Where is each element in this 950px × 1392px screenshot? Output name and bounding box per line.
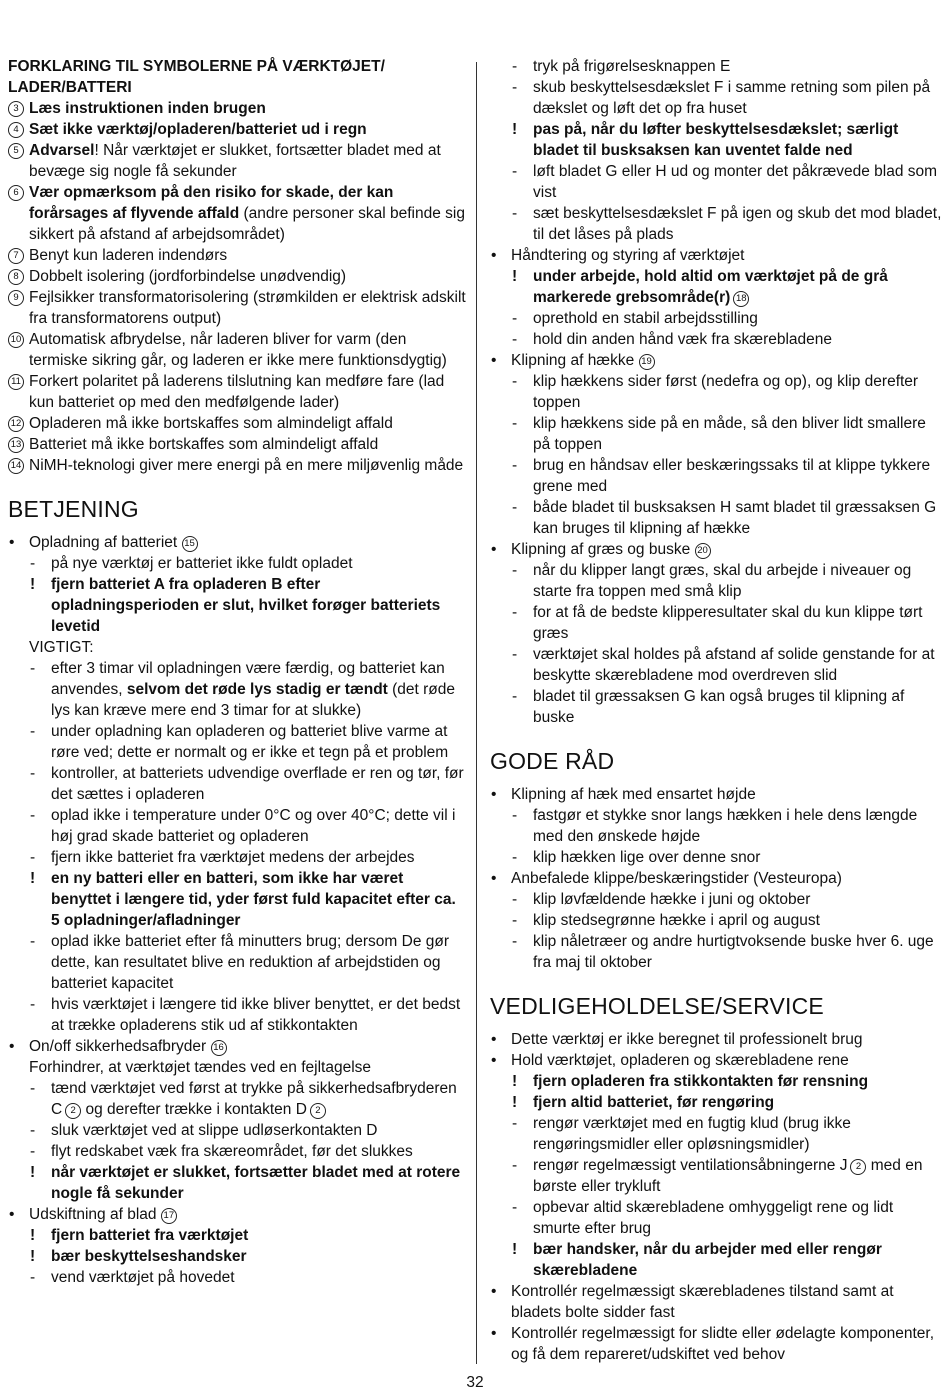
symbol-item: 11 Forkert polaritet på laderens tilslutning kan medføre fare (lad kun batteriet op med den medfølgende lader) xyxy=(8,371,466,413)
list-item: - oplad ikke batteriet efter få minutters brug; dersom De gør dette, kan resultatet blive en reduktion af arbejdstiden og batteriet kapacitet xyxy=(8,931,466,994)
list-item: • Hold værktøjet, opladeren og skærebladene rene xyxy=(490,1050,942,1071)
list-item: - flyt redskabet væk fra skæreområdet, før det slukkes xyxy=(8,1141,466,1162)
figure-ref-badge: 2 xyxy=(850,1159,866,1175)
list-item: - sæt beskyttelsesdækslet F på igen og skub det mod bladet, til det låses på plads xyxy=(490,203,942,245)
warning-item: ! fjern batteriet fra værktøjet xyxy=(8,1225,466,1246)
warning-item: ! pas på, når du løfter beskyttelsesdækslet; særligt bladet til busksaksen kan uventet falde ned xyxy=(490,119,942,161)
page-number: 32 xyxy=(466,1374,484,1391)
figure-ref-badge: 15 xyxy=(182,536,198,552)
list-item: - klip stedsegrønne hække i april og august xyxy=(490,910,942,931)
section-heading-betjening: BETJENING xyxy=(8,496,139,522)
symbol-item: 4 Sæt ikke værktøj/opladeren/batteriet ud i regn xyxy=(8,119,466,140)
list-item: - efter 3 timar vil opladningen være færdig, og batteriet kan anvendes, selvom det røde lys stadig er tændt (det røde lys kan kræve mere end 3 timar for at slukke) xyxy=(8,658,466,721)
list-item: • Klipning af hæk med ensartet højde xyxy=(490,784,942,805)
symbol-item: 12 Opladeren må ikke bortskaffes som almindeligt affald xyxy=(8,413,466,434)
list-item: • Klipning af hække 19 xyxy=(490,350,942,371)
list-item: - tænd værktøjet ved først at trykke på sikkerhedsafbryderen C 2 og derefter trække i kontakten D 2 xyxy=(8,1078,466,1120)
symbol-item: 3 Læs instruktionen inden brugen xyxy=(8,98,466,119)
warning-item: ! under arbejde, hold altid om værktøjet på de grå markerede grebsområde(r) 18 xyxy=(490,266,942,308)
label-vigtigt: VIGTIGT: xyxy=(29,639,94,656)
column-divider xyxy=(476,62,477,1364)
list-item: - skub beskyttelsesdækslet F i samme retning som pilen på dækslet og løft det op fra huset xyxy=(490,77,942,119)
figure-ref-badge: 2 xyxy=(310,1103,326,1119)
section-heading-gode-raad: GODE RÅD xyxy=(490,748,615,774)
symbol-item: 8 Dobbelt isolering (jordforbindelse unødvendig) xyxy=(8,266,466,287)
list-item: • Dette værktøj er ikke beregnet til professionelt brug xyxy=(490,1029,942,1050)
warning-item: ! når værktøjet er slukket, fortsætter bladet med at rotere nogle få sekunder xyxy=(8,1162,466,1204)
list-item: • Opladning af batteriet 15 xyxy=(8,532,466,553)
symbols-list xyxy=(8,98,466,476)
list-item: - kontroller, at batteriets udvendige overflade er ren og tør, før det sættes i opladeren xyxy=(8,763,466,805)
symbols-heading: FORKLARING TIL SYMBOLERNE PÅ VÆRKTØJET/ LADER/BATTERI xyxy=(8,58,385,96)
figure-ref-badge: 14 xyxy=(8,458,24,474)
figure-ref-badge: 20 xyxy=(695,543,711,559)
list-item: - sluk værktøjet ved at slippe udløserkontakten D xyxy=(8,1120,466,1141)
figure-ref-badge: 5 xyxy=(8,143,24,159)
figure-ref-badge: 17 xyxy=(161,1208,177,1224)
figure-ref-badge: 8 xyxy=(8,269,24,285)
left-column xyxy=(8,56,466,1288)
figure-ref-badge: 2 xyxy=(65,1103,81,1119)
list-item: - oplad ikke i temperature under 0°C og over 40°C; dette vil i høj grad skade batteriet og opladeren xyxy=(8,805,466,847)
list-item: - på nye værktøj er batteriet ikke fuldt opladet xyxy=(8,553,466,574)
figure-ref-badge: 4 xyxy=(8,122,24,138)
list-item: - oprethold en stabil arbejdsstilling xyxy=(490,308,942,329)
list-item: - klip løvfældende hække i juni og oktober xyxy=(490,889,942,910)
symbol-item: 7 Benyt kun laderen indendørs xyxy=(8,245,466,266)
list-item: - tryk på frigørelsesknappen E xyxy=(490,56,942,77)
list-item: - opbevar altid skærebladene omhyggeligt rene og lidt smurte efter brug xyxy=(490,1197,942,1239)
figure-ref-badge: 16 xyxy=(211,1040,227,1056)
list-item: - rengør regelmæssigt ventilationsåbningerne J 2 med en børste eller trykluft xyxy=(490,1155,942,1197)
paragraph: Forhindrer, at værktøjet tændes ved en fejltagelse xyxy=(29,1059,372,1076)
list-item: • Håndtering og styring af værktøjet xyxy=(490,245,942,266)
symbol-item: 13 Batteriet må ikke bortskaffes som almindeligt affald xyxy=(8,434,466,455)
warning-item: ! bær beskyttelseshandsker xyxy=(8,1246,466,1267)
list-item: - fastgør et stykke snor langs hækken i hele dens længde med den ønskede højde xyxy=(490,805,942,847)
figure-ref-badge: 7 xyxy=(8,248,24,264)
figure-ref-badge: 19 xyxy=(639,354,655,370)
list-item: - hvis værktøjet i længere tid ikke bliver benyttet, er det bedst at trække opladerens stik ud af stikkontakten xyxy=(8,994,466,1036)
symbol-item: 14 NiMH-teknologi giver mere energi på en mere miljøvenlig måde xyxy=(8,455,466,476)
list-item: - for at få de bedste klipperesultater skal du kun klippe tørt græs xyxy=(490,602,942,644)
list-item: • Kontrollér regelmæssigt skærebladenes tilstand samt at bladets bolte sidder fast xyxy=(490,1281,942,1323)
symbol-item: 9 Fejlsikker transformatorisolering (strømkilden er elektrisk adskilt fra transformatorens output) xyxy=(8,287,466,329)
symbol-item: 6 Vær opmærksom på den risiko for skade, der kan forårsages af flyvende affald (andre personer skal befinde sig sikkert på afstand af arbejdsområdet) xyxy=(8,182,466,245)
figure-ref-badge: 9 xyxy=(8,290,24,306)
figure-ref-badge: 6 xyxy=(8,185,24,201)
figure-ref-badge: 3 xyxy=(8,101,24,117)
figure-ref-badge: 13 xyxy=(8,437,24,453)
list-item: • On/off sikkerhedsafbryder 16 xyxy=(8,1036,466,1057)
list-item: - brug en håndsav eller beskæringssaks til at klippe tykkere grene med xyxy=(490,455,942,497)
list-item: - vend værktøjet på hovedet xyxy=(8,1267,466,1288)
list-item: - når du klipper langt græs, skal du arbejde i niveauer og starte fra toppen med små klip xyxy=(490,560,942,602)
list-item: • Anbefalede klippe/beskæringstider (Vesteuropa) xyxy=(490,868,942,889)
list-item: • Udskiftning af blad 17 xyxy=(8,1204,466,1225)
list-item: - klip hækkens sider først (nedefra og op), og klip derefter toppen xyxy=(490,371,942,413)
list-item: • Kontrollér regelmæssigt for slidte eller ødelagte komponenter, og få dem repareret/udskiftet ved behov xyxy=(490,1323,942,1365)
section-heading-vedligeholdelse: VEDLIGEHOLDELSE/SERVICE xyxy=(490,993,824,1019)
list-item: - under opladning kan opladeren og batteriet blive varme at røre ved; dette er normalt og er ikke et tegn på et problem xyxy=(8,721,466,763)
list-item: - værktøjet skal holdes på afstand af solide genstande for at beskytte skærebladene mod overdreven slid xyxy=(490,644,942,686)
symbol-item: 5 Advarsel! Når værktøjet er slukket, fortsætter bladet med at bevæge sig nogle få sekunder xyxy=(8,140,466,182)
list-item: - klip hækken lige over denne snor xyxy=(490,847,942,868)
list-item: - bladet til græssaksen G kan også bruges til klipning af buske xyxy=(490,686,942,728)
list-item: - rengør værktøjet med en fugtig klud (brug ikke rengøringsmidler eller opløsningsmidler) xyxy=(490,1113,942,1155)
list-item: - hold din anden hånd væk fra skærebladene xyxy=(490,329,942,350)
warning-item: ! fjern opladeren fra stikkontakten før rensning xyxy=(490,1071,942,1092)
list-item: - fjern ikke batteriet fra værktøjet medens der arbejdes xyxy=(8,847,466,868)
warning-item: ! bær handsker, når du arbejder med eller rengør skærebladene xyxy=(490,1239,942,1281)
figure-ref-badge: 11 xyxy=(8,374,24,390)
list-item: • Klipning af græs og buske 20 xyxy=(490,539,942,560)
figure-ref-badge: 12 xyxy=(8,416,24,432)
warning-item: ! fjern batteriet A fra opladeren B efter opladningsperioden er slut, hvilket forøger batteriets levetid xyxy=(8,574,466,637)
warning-item: ! en ny batteri eller en batteri, som ikke har været benyttet i længere tid, yder først fuld kapacitet efter ca. 5 opladninger/afladninger xyxy=(8,868,466,931)
right-column xyxy=(490,56,942,1365)
list-item: - klip nåletræer og andre hurtigtvoksende buske hver 6. uge fra maj til oktober xyxy=(490,931,942,973)
list-item: - klip hækkens side på en måde, så den bliver lidt smallere på toppen xyxy=(490,413,942,455)
list-item: - både bladet til busksaksen H samt bladet til græssaksen G kan bruges til klipning af hække xyxy=(490,497,942,539)
warning-item: ! fjern altid batteriet, før rengøring xyxy=(490,1092,942,1113)
symbol-item: 10 Automatisk afbrydelse, når laderen bliver for varm (den termiske sikring går, og laderen er ikke mere funktionsdygtig) xyxy=(8,329,466,371)
list-item: - løft bladet G eller H ud og monter det påkrævede blad som vist xyxy=(490,161,942,203)
figure-ref-badge: 18 xyxy=(733,291,749,307)
figure-ref-badge: 10 xyxy=(8,332,24,348)
